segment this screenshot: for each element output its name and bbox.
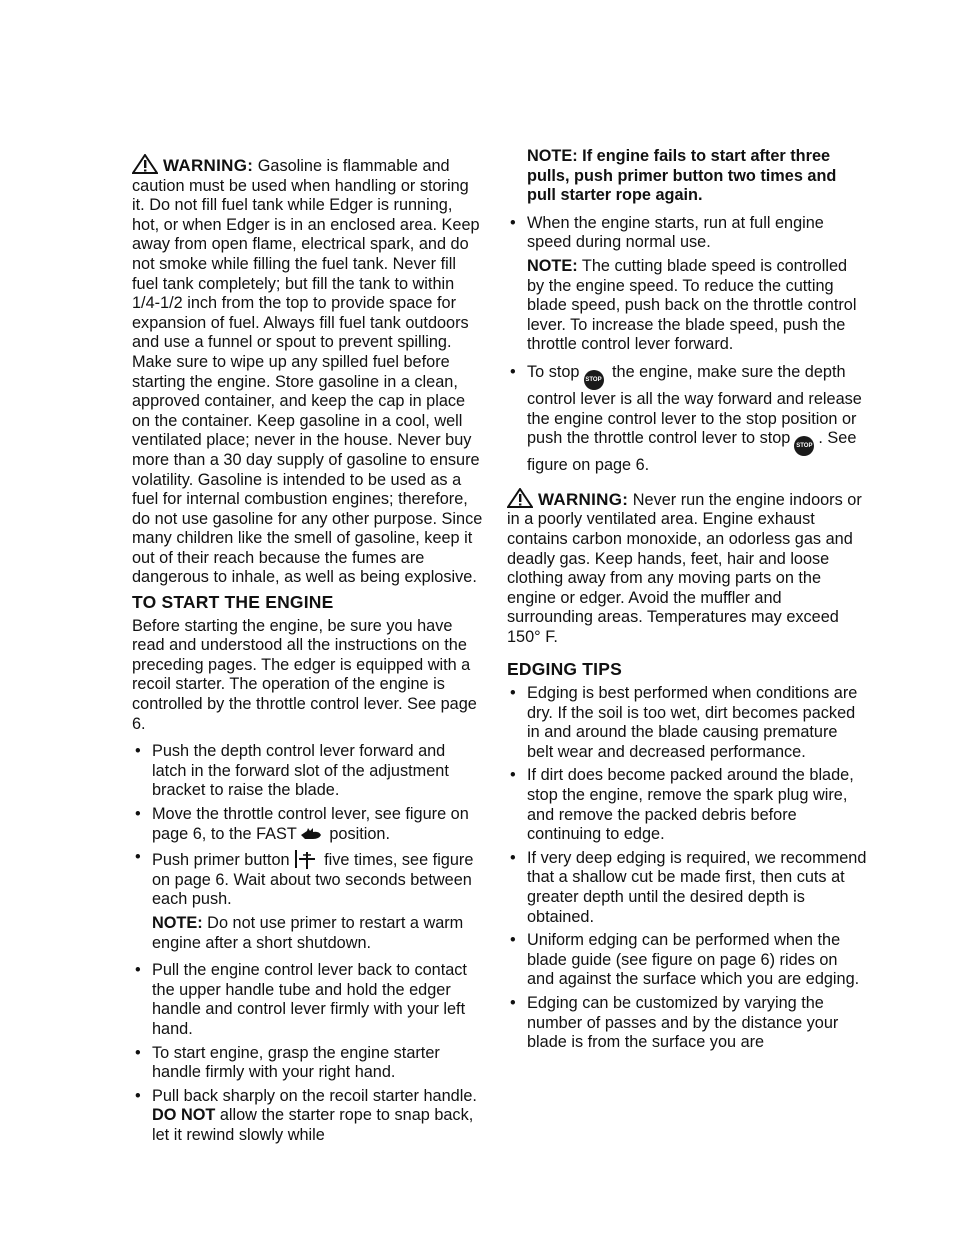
warning-label: WARNING: [538,489,629,509]
warning-text: Never run the engine indoors or in a poorly ventilated area. Engine exhaust contains carbon monoxide, an odorless gas and deadly gas. Keep hands, feet, hair and loose clothing away from any moving parts on the engine or edger. Avoid the muffler and surrounding areas. Temperatures may exceed 150° F. [507,490,862,646]
rabbit-fast-icon [299,827,323,841]
warning-triangle-icon [132,154,158,174]
section-heading-start-engine: TO START THE ENGINE [132,592,334,613]
list-item-text: Push primer button [152,851,290,870]
list-item: • Pull the engine control lever back to contact the upper handle tube and hold the edger handle and control lever firmly with your left hand. [132,961,484,1039]
list-item [132,848,484,910]
list-item [132,805,484,844]
list-item: • If dirt does become packed around the blade, stop the engine, remove the spark plug wire, and remove the packed debris before continuing to edge. [507,766,867,844]
list-item-text: allow the starter rope to snap back, let it rewind slowly while [152,1106,474,1144]
list-item-bold: DO NOT [152,1106,216,1125]
list-item-text: . See figure on page 6. [527,429,857,475]
primer-button-icon [294,848,316,870]
stop-steps-list [507,363,867,476]
intro-paragraph: Before starting the engine, be sure you have read and understood all the instructions on the preceding pages. The edger is equipped with a recoil starter. The operation of the engine is controlled by the throttle control lever. See page 6. [132,616,477,733]
list-item-text: the engine, make sure the depth control lever is all the way forward and release the engine control lever to the stop position or push the throttle control lever to stop [527,362,862,448]
warning-gasoline [132,154,484,588]
start-steps-list [132,742,484,910]
start-steps-list-continued [132,961,484,1145]
list-item-text: five times, see figure on page 6. Wait about two seconds between each push. [152,851,474,909]
right-column [507,147,867,1057]
stop-icon: STOP [584,370,604,390]
run-steps-list [507,214,867,253]
warning-exhaust [507,488,867,648]
warning-label: WARNING: [163,156,254,175]
warning-triangle-icon [507,488,533,508]
note-label: NOTE: [152,913,203,932]
list-item [132,1087,484,1146]
list-item: • Push the depth control lever forward and latch in the forward slot of the adjustment bracket to raise the blade. [132,742,484,801]
section-heading-edging-tips: EDGING TIPS [507,659,622,680]
edging-tips-list [507,684,867,1053]
note-label: NOTE: [527,147,578,165]
warning-text: Gasoline is flammable and caution must be used when handling or storing it. Do not fill fuel tank while Edger is running, hot, or when Edger is in an enclosed area. Keep away from open flame, electrical spark, and do not smoke while filling the fuel tank. Never fill fuel tank completely; but fill the tank to within 1/4-1/2 inch from the top to provide space for expansion of fuel. Always fill fuel tank outdoors and use a funnel or spout to prevent spilling. Make sure to wipe up any spilled fuel before starting the engine. Store gasoline in a clean, approved container, and keep the cap in place on the container. Keep gasoline in a cool, well ventilated place; never in the house. Never buy more than a 30 day supply of gasoline to ensure volatility. Gasoline is intended to be used as a fuel for internal combustion engines; therefore, do not use gasoline for any other purpose. Since many children like the smell of gasoline, keep it out of their reach because the fumes are dangerous to inhale, as well as being explosive. [132,157,483,587]
list-item: • To start engine, grasp the engine starter handle firmly with your right hand. [132,1044,484,1083]
list-item: • When the engine starts, run at full engine speed during normal use. [507,214,867,253]
list-item: • Edging can be customized by varying the number of passes and by the distance your blade is from the surface you are [507,994,867,1053]
left-column [132,154,484,1150]
stop-icon: STOP [794,436,814,456]
list-item [507,363,867,476]
note-text: If engine fails to start after three pulls, push primer button two times and pull starter rope again. [527,147,837,205]
note-fails-to-start [507,147,867,206]
list-item: • If very deep edging is required, we recommend that a shallow cut be made first, then cuts at greater depth until the desired depth is obtained. [507,849,867,927]
list-item-text: Pull back sharply on the recoil starter handle. [152,1086,477,1105]
note-text: The cutting blade speed is controlled by the engine speed. To reduce the cutting blade speed, push back on the throttle control lever. To increase the blade speed, push the throttle control lever forward. [527,256,857,354]
note-label: NOTE: [527,256,578,275]
list-item: • Uniform edging can be performed when the blade guide (see figure on page 6) rides on and against the surface which you are edging. [507,931,867,990]
note-text: Do not use primer to restart a warm engine after a short shutdown. [152,913,464,952]
list-item: • Edging is best performed when conditions are dry. If the soil is too wet, dirt becomes packed in and around the blade causing premature belt wear and decreased performance. [507,684,867,762]
note-blade-speed [507,257,867,355]
list-item-text: Move the throttle control lever, see figure on page 6, to the FAST [152,805,469,843]
list-item-text: To stop [527,362,580,381]
list-item-text: position. [324,824,390,843]
note-primer [132,914,484,953]
